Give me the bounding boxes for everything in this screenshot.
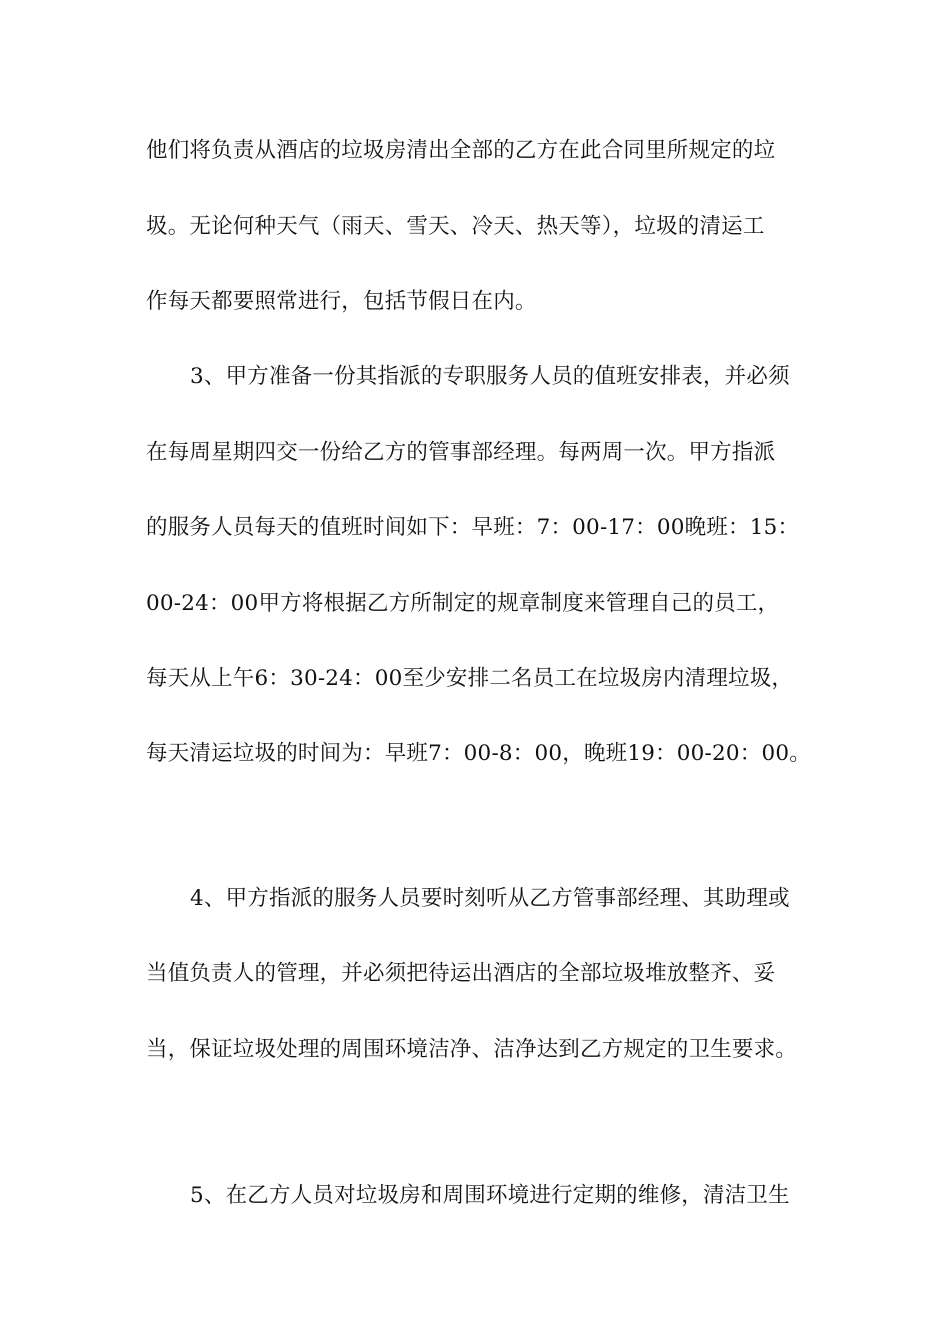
text-line: 他们将负责从酒店的垃圾房清出全部的乙方在此合同里所规定的垃: [146, 138, 776, 163]
text-line: 3、甲方准备一份其指派的专职服务人员的值班安排表，并必须: [190, 364, 790, 389]
text-line: 作每天都要照常进行，包括节假日在内。: [146, 289, 537, 314]
text-line: 00-24：00甲方将根据乙方所制定的规章制度来管理自己的员工，: [146, 591, 780, 616]
text-line: 圾。无论何种天气（雨天、雪天、冷天、热天等），垃圾的清运工: [146, 214, 765, 239]
text-line: 每天清运垃圾的时间为：早班7：00-8：00，晚班19：00-20：00。: [146, 741, 811, 766]
text-line: 当，保证垃圾处理的周围环境洁净、洁净达到乙方规定的卫生要求。: [146, 1037, 798, 1062]
text-line: 在每周星期四交一份给乙方的管事部经理。每两周一次。甲方指派: [146, 440, 776, 465]
text-line: 当值负责人的管理，并必须把待运出酒店的全部垃圾堆放整齐、妥: [146, 961, 776, 986]
text-line: 4、甲方指派的服务人员要时刻听从乙方管事部经理、其助理或: [190, 886, 790, 911]
text-line: 的服务人员每天的值班时间如下：早班：7：00-17：00晚班：15：: [146, 515, 800, 540]
text-line: 每天从上午6：30-24：00至少安排二名员工在垃圾房内清理垃圾，: [146, 666, 794, 691]
text-line: 5、在乙方人员对垃圾房和周围环境进行定期的维修，清洁卫生: [190, 1183, 790, 1208]
